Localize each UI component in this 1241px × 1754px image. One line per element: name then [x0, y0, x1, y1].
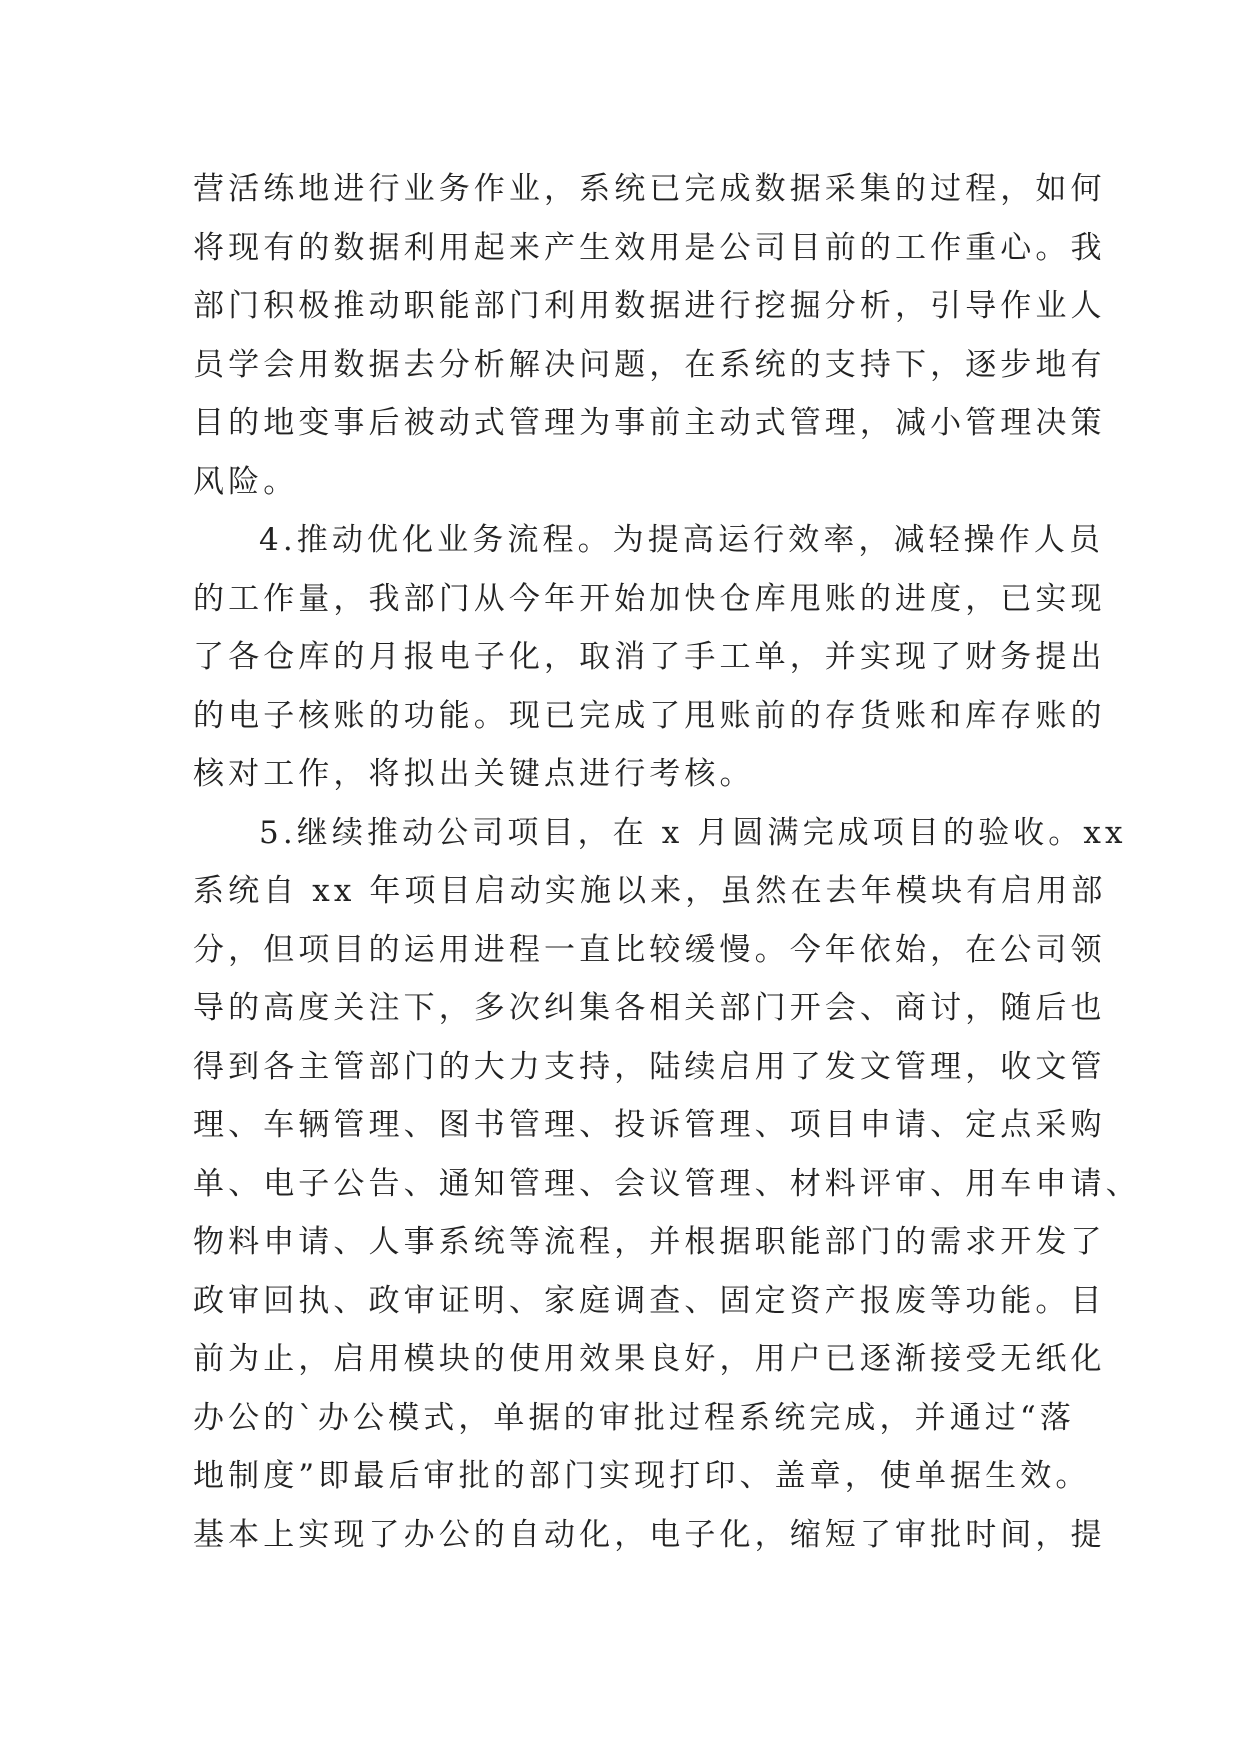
- text-line: 系统自 xx 年项目启动实施以来，虽然在去年模块有启用部: [193, 873, 1107, 909]
- text-line: 部门积极推动职能部门利用数据进行挖掘分析，引导作业人: [193, 288, 1106, 324]
- text-line: 政审回执、政审证明、家庭调查、固定资产报废等功能。目: [193, 1282, 1106, 1319]
- text-line: 单、电子公告、通知管理、会议管理、材料评审、用车申请、: [193, 1165, 1141, 1202]
- text-line: 员学会用数据去分析解决问题，在系统的支持下，逐步地有: [193, 346, 1106, 383]
- body-text: [193, 160, 1141, 1564]
- text-line: 的工作量，我部门从今年开始加快仓库甩账的进度，已实现: [193, 580, 1106, 617]
- text-line: 营活练地进行业务作业，系统已完成数据采集的过程，如何: [193, 171, 1106, 207]
- text-line: 得到各主管部门的大力支持，陆续启用了发文管理，收文管: [193, 1048, 1106, 1085]
- text-line: 理、车辆管理、图书管理、投诉管理、项目申请、定点采购: [193, 1107, 1106, 1143]
- paragraph-heading-5: 5.继续推动公司项目，在 x 月圆满完成项目的验收。xx: [259, 814, 1127, 851]
- paragraph-heading-4: 4.推动优化业务流程。为提高运行效率，减轻操作人员: [259, 522, 1105, 558]
- text-line: 基本上实现了办公的自动化，电子化，缩短了审批时间，提: [193, 1516, 1106, 1553]
- text-line: 核对工作，将拟出关键点进行考核。: [193, 756, 755, 792]
- text-line: 办公的`办公模式，单据的审批过程系统完成，并通过“落: [193, 1399, 1075, 1436]
- text-line: 将现有的数据利用起来产生效用是公司目前的工作重心。我: [193, 229, 1106, 266]
- text-line: 前为止，启用模块的使用效果良好，用户已逐渐接受无纸化: [193, 1341, 1106, 1377]
- text-line: 了各仓库的月报电子化，取消了手工单，并实现了财务提出: [193, 639, 1106, 675]
- text-line: 风险。: [193, 463, 299, 500]
- text-line: 分，但项目的运用进程一直比较缓慢。今年依始，在公司领: [193, 931, 1106, 968]
- text-line: 的电子核账的功能。现已完成了甩账前的存货账和库存账的: [193, 697, 1106, 734]
- text-line: 物料申请、人事系统等流程，并根据职能部门的需求开发了: [193, 1224, 1106, 1260]
- text-line: 地制度”即最后审批的部门实现打印、盖章，使单据生效。: [193, 1458, 1091, 1494]
- text-line: 导的高度关注下，多次纠集各相关部门开会、商讨，随后也: [193, 990, 1106, 1026]
- text-line: 目的地变事后被动式管理为事前主动式管理，减小管理决策: [193, 405, 1106, 441]
